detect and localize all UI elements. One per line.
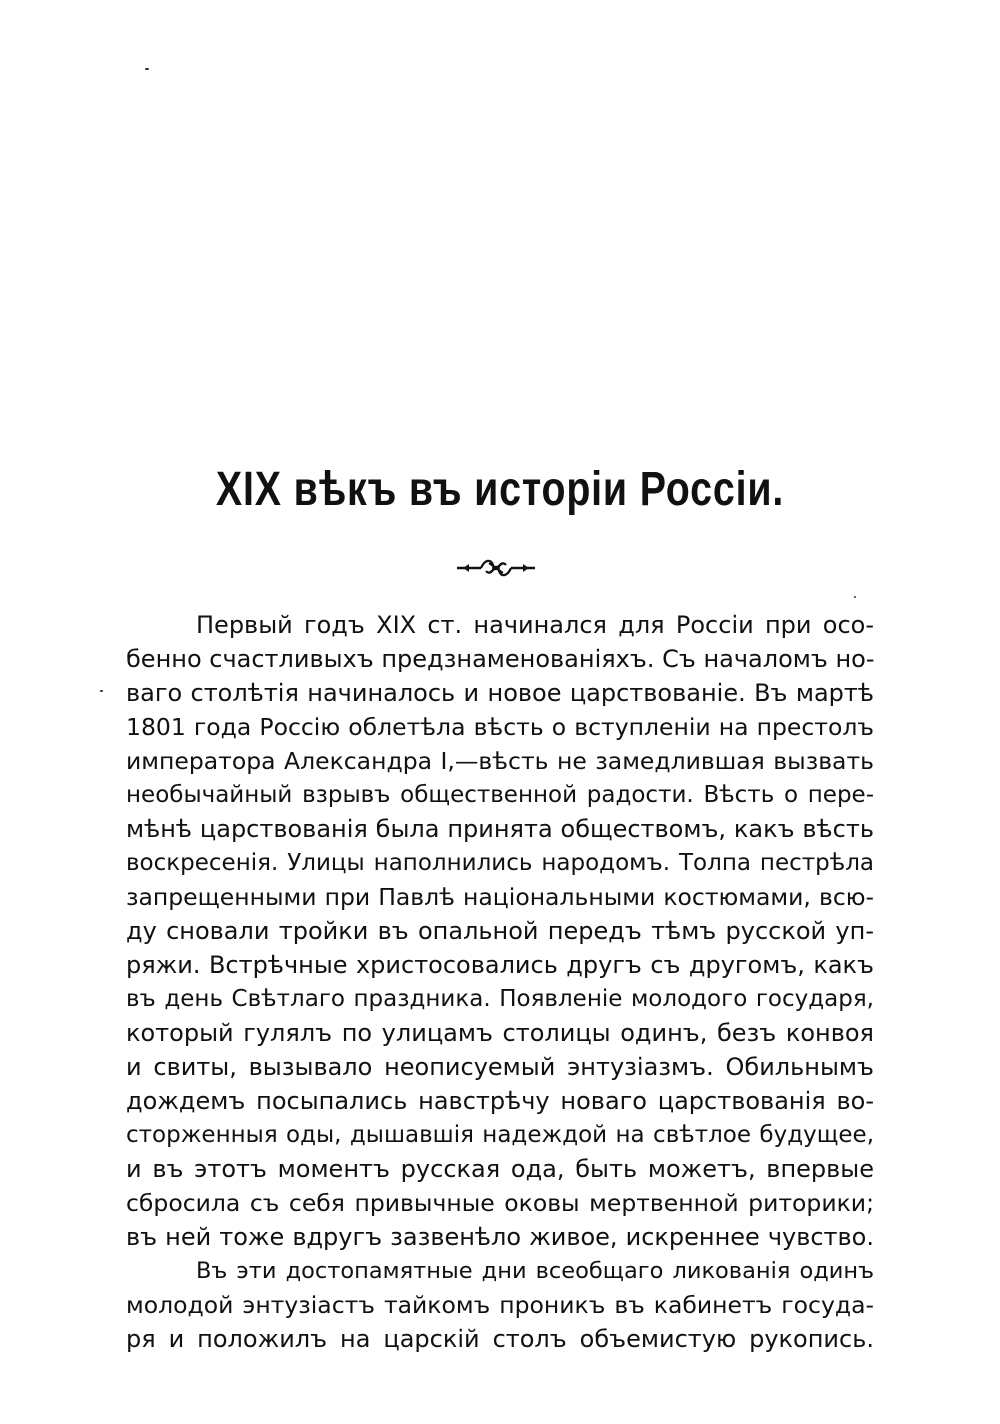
text-line: необычайный взрывъ общественной радости. Вѣсть о пере- bbox=[126, 782, 874, 808]
text-line: дождемъ посыпались навстрѣчу новаго царствованія во- bbox=[126, 1087, 874, 1115]
text-line: императора Александра I,—вѣсть не замедлившая вызвать bbox=[126, 747, 874, 775]
text-line: 1801 года Россію облетѣла вѣсть о вступленіи на престолъ bbox=[126, 713, 874, 741]
body-text bbox=[126, 608, 874, 1356]
text-line: молодой энтузіастъ тайкомъ проникъ въ кабинетъ госуда- bbox=[126, 1291, 874, 1319]
text-line: который гулялъ по улицамъ столицы одинъ, безъ конвоя bbox=[126, 1019, 874, 1047]
print-speck bbox=[854, 596, 856, 598]
text-line: ду сновали тройки въ опальной передъ тѣмъ русской уп- bbox=[126, 917, 874, 945]
text-line: ваго столѣтія начиналось и новое царствованіе. Въ мартѣ bbox=[126, 679, 874, 707]
text-line: въ день Свѣтлаго праздника. Появленіе молодого государя, bbox=[126, 986, 874, 1012]
text-line: запрещенными при Павлѣ національными костюмами, всю- bbox=[126, 883, 874, 911]
text-line: мѣнѣ царствованія была принята обществомъ, какъ вѣсть bbox=[126, 815, 874, 843]
ornament-icon bbox=[455, 555, 537, 581]
text-line: сторженныя оды, дышавшія надеждой на свѣтлое будущее, bbox=[126, 1122, 874, 1148]
text-line: сбросила съ себя привычные оковы мертвенной риторики; bbox=[126, 1189, 874, 1217]
text-line: и свиты, вызывало неописуемый энтузіазмъ. Обильнымъ bbox=[126, 1053, 874, 1081]
print-speck bbox=[100, 690, 103, 692]
text-line: въ ней тоже вдругъ зазвенѣло живое, искреннее чувство. bbox=[126, 1223, 874, 1251]
text-line: и въ этотъ моментъ русская ода, быть можетъ, впервые bbox=[126, 1155, 874, 1183]
text-line: воскресенія. Улицы наполнились народомъ. Толпа пестрѣла bbox=[126, 850, 874, 876]
text-line: ря и положилъ на царскій столъ объемистую рукопись. bbox=[126, 1325, 874, 1353]
print-speck bbox=[145, 68, 149, 70]
text-line: бенно счастливыхъ предзнаменованіяхъ. Съ началомъ но- bbox=[126, 645, 874, 673]
chapter-title: XIX вѣкъ въ исторіи Россіи. bbox=[215, 463, 785, 516]
text-line: Въ эти достопамятные дни всеобщаго ликованія одинъ bbox=[196, 1258, 874, 1284]
text-line: Первый годъ XIX ст. начинался для Россіи при осо- bbox=[196, 611, 874, 639]
text-line: ряжи. Встрѣчные христосовались другъ съ другомъ, какъ bbox=[126, 951, 874, 979]
